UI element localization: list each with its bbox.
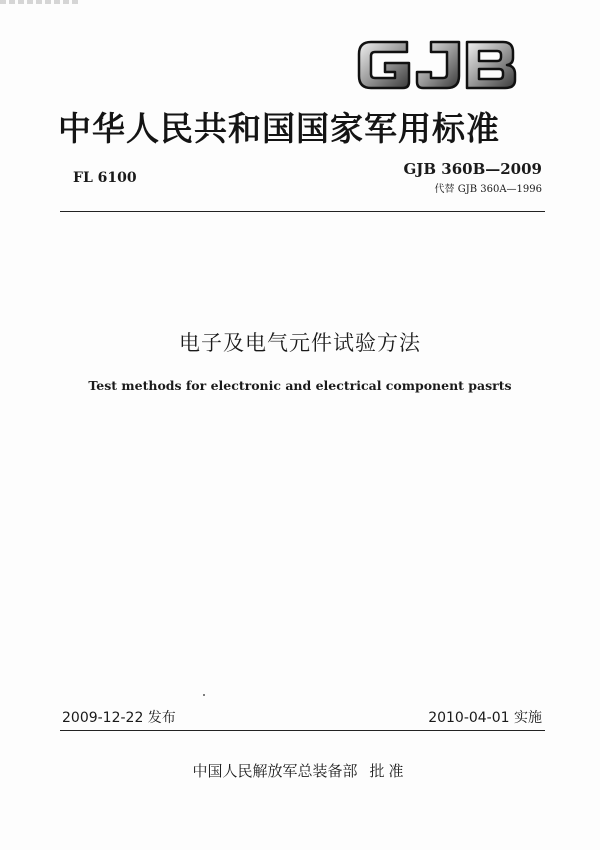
header-divider xyxy=(60,211,545,212)
classification-code: FL 6100 xyxy=(73,170,137,186)
scan-artifact xyxy=(0,0,80,4)
approval-label: 批准 xyxy=(369,762,408,780)
replaces-standard: 代替 GJB 360A—1996 xyxy=(434,184,542,195)
scan-speck xyxy=(203,694,205,696)
issue-date: 2009-12-22 发布 xyxy=(62,710,176,726)
footer-divider xyxy=(60,730,545,731)
national-standard-title: 中华人民共和国国家军用标准 xyxy=(58,109,500,148)
document-title-en: Test methods for electronic and electrical component pasrts xyxy=(88,378,512,393)
standard-number: GJB 360B—2009 xyxy=(403,160,542,178)
document-title-cn: 电子及电气元件试验方法 xyxy=(179,331,421,355)
issuing-authority xyxy=(0,760,600,781)
implementation-date: 2010-04-01 实施 xyxy=(428,710,542,726)
issuer-name: 中国人民解放军总装备部 xyxy=(192,762,358,780)
gjb-logo xyxy=(355,36,520,94)
